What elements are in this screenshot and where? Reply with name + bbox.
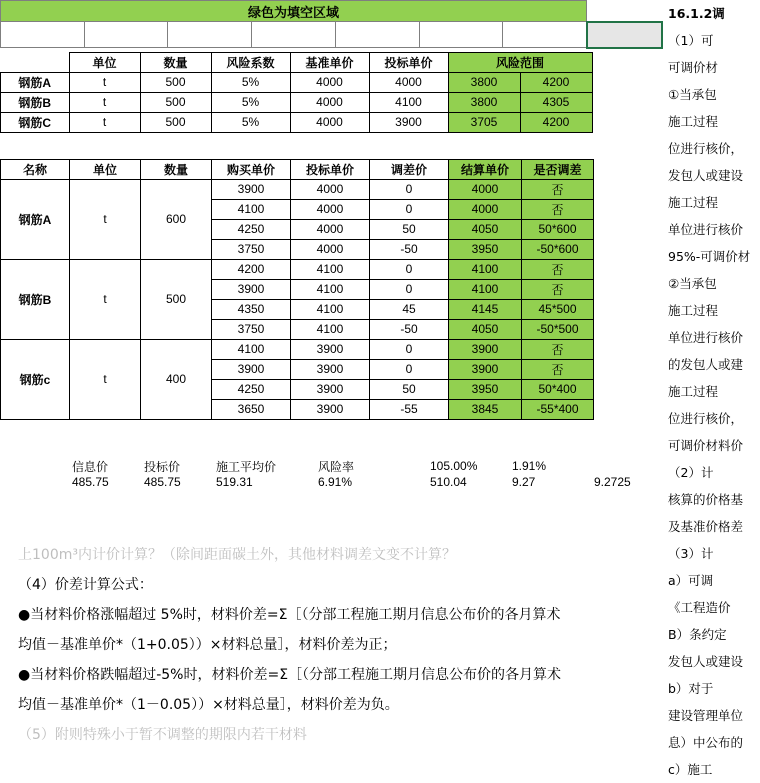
t1-r2-qty: 500 bbox=[140, 112, 211, 132]
summary-l4: 105.00% bbox=[430, 459, 478, 473]
table-row bbox=[1, 259, 594, 279]
g0-r0-bid: 4000 bbox=[291, 179, 370, 199]
table2-h6: 结算单价 bbox=[449, 159, 522, 179]
g2-r3-buy: 3650 bbox=[212, 399, 291, 419]
g2-r1-bid: 3900 bbox=[291, 359, 370, 379]
right-line-19: 及基准价格差 bbox=[668, 519, 744, 534]
summary-l2: 施工平均价 bbox=[216, 459, 277, 474]
g2-r2-bid: 3900 bbox=[291, 379, 370, 399]
g2-r3-flag: -55*400 bbox=[522, 399, 594, 419]
g2-qty: 400 bbox=[141, 339, 212, 419]
summary-l1: 投标价 bbox=[144, 459, 181, 474]
table1-h3: 风险系数 bbox=[211, 52, 290, 72]
g0-r2-bid: 4000 bbox=[291, 219, 370, 239]
t1-r0-high: 4200 bbox=[520, 72, 592, 92]
t1-r2-risk: 5% bbox=[211, 112, 290, 132]
g2-r2-buy: 4250 bbox=[212, 379, 291, 399]
g2-r2-flag: 50*400 bbox=[522, 379, 594, 399]
doc-line-4: ●当材料价格跌幅超过-5%时，材料价差=Σ［（分部工程施工期月信息公布价的各月算术 bbox=[18, 667, 562, 683]
g1-r3-adj: -50 bbox=[370, 319, 449, 339]
summary-pad bbox=[0, 458, 70, 475]
t1-r1-name: 钢筋B bbox=[1, 92, 70, 112]
g1-r0-adj: 0 bbox=[370, 259, 449, 279]
g1-unit: t bbox=[70, 259, 141, 339]
g2-r3-adj: -55 bbox=[370, 399, 449, 419]
ghost-line-bottom: （5）附则特殊小于暂不调整的期限内若干材料 bbox=[18, 727, 307, 743]
right-line-26: 建设管理单位 bbox=[668, 708, 744, 723]
table1-h1: 单位 bbox=[69, 52, 140, 72]
banner-row bbox=[1, 1, 663, 22]
g0-r1-buy: 4100 bbox=[212, 199, 291, 219]
g2-r1-buy: 3900 bbox=[212, 359, 291, 379]
table1-h2: 数量 bbox=[140, 52, 211, 72]
g2-r2-settle: 3950 bbox=[449, 379, 522, 399]
g2-r0-settle: 3900 bbox=[449, 339, 522, 359]
selected-cell[interactable] bbox=[587, 22, 663, 48]
right-line-7: 施工过程 bbox=[668, 195, 719, 210]
g0-r2-adj: 50 bbox=[370, 219, 449, 239]
t1-r1-base: 4000 bbox=[290, 92, 369, 112]
banner-spacer bbox=[587, 1, 663, 22]
g0-r0-buy: 3900 bbox=[212, 179, 291, 199]
table-row bbox=[1, 339, 594, 359]
right-line-5: 位进行核价， bbox=[668, 141, 744, 156]
g1-r0-buy: 4200 bbox=[212, 259, 291, 279]
blank-cell-6[interactable] bbox=[419, 22, 503, 48]
g2-r3-settle: 3845 bbox=[449, 399, 522, 419]
summary-v5: 9.27 bbox=[512, 474, 536, 489]
right-line-21: a）可调 bbox=[668, 573, 714, 588]
right-line-22: 《工程造价 bbox=[668, 600, 731, 615]
blank-cell-3[interactable] bbox=[168, 22, 252, 48]
blank-cell-2[interactable] bbox=[84, 22, 168, 48]
table1-header-row bbox=[1, 52, 593, 72]
g2-r1-settle: 3900 bbox=[449, 359, 522, 379]
g2-r0-adj: 0 bbox=[370, 339, 449, 359]
g0-r1-adj: 0 bbox=[370, 199, 449, 219]
summary-l3: 风险率 bbox=[318, 459, 355, 474]
right-line-2: 可调价材 bbox=[668, 60, 719, 75]
table1-h0 bbox=[1, 52, 70, 72]
right-line-10: ②当承包 bbox=[668, 276, 717, 291]
ghost-line-top: 上100m³内计价计算？（除间距面碳土外，其他材料调差文变不计算？ bbox=[18, 547, 456, 563]
g0-r0-adj: 0 bbox=[370, 179, 449, 199]
g2-name: 钢筋c bbox=[1, 339, 70, 419]
t1-r0-base: 4000 bbox=[290, 72, 369, 92]
g1-r0-settle: 4100 bbox=[449, 259, 522, 279]
summary-vpad bbox=[0, 475, 70, 489]
summary-label-row bbox=[0, 458, 674, 475]
g0-r3-bid: 4000 bbox=[291, 239, 370, 259]
right-line-14: 施工过程 bbox=[668, 384, 719, 399]
t1-r0-bid: 4000 bbox=[369, 72, 448, 92]
table1-h4: 基准单价 bbox=[290, 52, 369, 72]
right-line-20: （3）计 bbox=[668, 546, 714, 561]
summary-v1: 485.75 bbox=[144, 474, 181, 489]
g0-r1-settle: 4000 bbox=[449, 199, 522, 219]
g1-r1-flag: 否 bbox=[522, 279, 594, 299]
g0-name: 钢筋A bbox=[1, 179, 70, 259]
g1-r2-buy: 4350 bbox=[212, 299, 291, 319]
blank-cell-7[interactable] bbox=[503, 22, 587, 48]
summary-table bbox=[0, 458, 674, 489]
g0-r1-bid: 4000 bbox=[291, 199, 370, 219]
summary-v0: 485.75 bbox=[72, 474, 109, 489]
right-line-11: 施工过程 bbox=[668, 303, 719, 318]
right-line-24: 发包人或建设 bbox=[668, 654, 744, 669]
g2-r1-adj: 0 bbox=[370, 359, 449, 379]
table-row bbox=[1, 72, 593, 92]
g2-unit: t bbox=[70, 339, 141, 419]
g1-r3-buy: 3750 bbox=[212, 319, 291, 339]
right-line-0: 16.1.2调 bbox=[668, 6, 725, 21]
summary-value-row bbox=[0, 475, 674, 489]
blank-cell-4[interactable] bbox=[252, 22, 336, 48]
summary-l0: 信息价 bbox=[72, 459, 109, 474]
t1-r2-name: 钢筋C bbox=[1, 112, 70, 132]
t1-r0-qty: 500 bbox=[140, 72, 211, 92]
summary-v3: 6.91% bbox=[318, 474, 353, 489]
g2-r2-adj: 50 bbox=[370, 379, 449, 399]
g0-r3-flag: -50*600 bbox=[522, 239, 594, 259]
table2-h5: 调差价 bbox=[370, 159, 449, 179]
document-text-right bbox=[668, 0, 760, 783]
table2-h7: 是否调差 bbox=[522, 159, 594, 179]
g1-r1-buy: 3900 bbox=[212, 279, 291, 299]
g1-r2-bid: 4100 bbox=[291, 299, 370, 319]
g2-r0-flag: 否 bbox=[522, 339, 594, 359]
g0-r1-flag: 否 bbox=[522, 199, 594, 219]
table2-h3: 购买单价 bbox=[212, 159, 291, 179]
table1-h6: 风险范围 bbox=[448, 52, 592, 72]
t1-r1-bid: 4100 bbox=[369, 92, 448, 112]
table2-h1: 单位 bbox=[70, 159, 141, 179]
g1-r3-flag: -50*500 bbox=[522, 319, 594, 339]
table-row bbox=[1, 179, 594, 199]
doc-line-1: （4）价差计算公式： bbox=[18, 577, 153, 593]
summary-v6: 9.2725 bbox=[594, 474, 631, 489]
right-line-27: 息）中公布的 bbox=[668, 735, 744, 750]
t1-r1-qty: 500 bbox=[140, 92, 211, 112]
right-line-25: b）对于 bbox=[668, 681, 714, 696]
right-line-4: 施工过程 bbox=[668, 114, 719, 129]
t1-r2-unit: t bbox=[69, 112, 140, 132]
g1-r2-flag: 45*500 bbox=[522, 299, 594, 319]
right-line-13: 的发包人或建 bbox=[668, 357, 744, 372]
right-line-23: B）条约定 bbox=[668, 627, 727, 642]
table2-header-row bbox=[1, 159, 594, 179]
blank-cell-5[interactable] bbox=[335, 22, 419, 48]
g1-qty: 500 bbox=[141, 259, 212, 339]
g0-r3-settle: 3950 bbox=[449, 239, 522, 259]
t1-r0-unit: t bbox=[69, 72, 140, 92]
right-line-18: 核算的价格基 bbox=[668, 492, 744, 507]
summary-v2: 519.31 bbox=[216, 474, 253, 489]
g0-r0-flag: 否 bbox=[522, 179, 594, 199]
t1-r0-low: 3800 bbox=[448, 72, 520, 92]
g2-r0-bid: 3900 bbox=[291, 339, 370, 359]
g0-r2-settle: 4050 bbox=[449, 219, 522, 239]
right-line-15: 位进行核价， bbox=[668, 411, 744, 426]
table2-h0: 名称 bbox=[1, 159, 70, 179]
g1-name: 钢筋B bbox=[1, 259, 70, 339]
right-line-8: 单位进行核价 bbox=[668, 222, 744, 237]
table2-h2: 数量 bbox=[141, 159, 212, 179]
t1-r1-high: 4305 bbox=[520, 92, 592, 112]
table-row bbox=[1, 112, 593, 132]
g2-r0-buy: 4100 bbox=[212, 339, 291, 359]
g0-r2-flag: 50*600 bbox=[522, 219, 594, 239]
g1-r3-bid: 4100 bbox=[291, 319, 370, 339]
g1-r0-bid: 4100 bbox=[291, 259, 370, 279]
g1-r1-settle: 4100 bbox=[449, 279, 522, 299]
table2-h4: 投标单价 bbox=[291, 159, 370, 179]
g2-r1-flag: 否 bbox=[522, 359, 594, 379]
g0-r3-adj: -50 bbox=[370, 239, 449, 259]
document-text-bottom bbox=[18, 540, 666, 750]
right-line-28: c）施工 bbox=[668, 762, 713, 777]
table1-h5: 投标单价 bbox=[369, 52, 448, 72]
t1-r0-name: 钢筋A bbox=[1, 72, 70, 92]
right-line-17: （2）计 bbox=[668, 465, 714, 480]
doc-line-3: 均值－基准单价*（1+0.05））×材料总量］，材料价差为正； bbox=[18, 637, 397, 653]
g1-r1-adj: 0 bbox=[370, 279, 449, 299]
right-line-9: 95%-可调价材 bbox=[668, 249, 751, 264]
g0-unit: t bbox=[70, 179, 141, 259]
t1-r0-risk: 5% bbox=[211, 72, 290, 92]
risk-range-table bbox=[0, 52, 593, 133]
banner-table bbox=[0, 0, 663, 49]
input-blank-row[interactable] bbox=[1, 22, 663, 48]
summary-l6 bbox=[592, 458, 674, 475]
doc-line-5: 均值－基准单价*（1－0.05））×材料总量］，材料价差为负。 bbox=[18, 697, 399, 713]
g0-r2-buy: 4250 bbox=[212, 219, 291, 239]
g0-r0-settle: 4000 bbox=[449, 179, 522, 199]
settlement-table bbox=[0, 159, 594, 420]
right-line-1: （1）可 bbox=[668, 33, 714, 48]
g1-r0-flag: 否 bbox=[522, 259, 594, 279]
summary-l5: 1.91% bbox=[512, 459, 547, 473]
t1-r2-base: 4000 bbox=[290, 112, 369, 132]
g1-r2-settle: 4145 bbox=[449, 299, 522, 319]
right-line-6: 发包人或建设 bbox=[668, 168, 744, 183]
right-line-3: ①当承包 bbox=[668, 87, 717, 102]
t1-r1-unit: t bbox=[69, 92, 140, 112]
banner-cell: 绿色为填空区域 bbox=[1, 1, 587, 22]
g1-r3-settle: 4050 bbox=[449, 319, 522, 339]
right-line-12: 单位进行核价 bbox=[668, 330, 744, 345]
table-row bbox=[1, 92, 593, 112]
t1-r1-low: 3800 bbox=[448, 92, 520, 112]
right-line-16: 可调价材料价 bbox=[668, 438, 744, 453]
t1-r1-risk: 5% bbox=[211, 92, 290, 112]
g1-r1-bid: 4100 bbox=[291, 279, 370, 299]
t1-r2-low: 3705 bbox=[448, 112, 520, 132]
doc-line-2: ●当材料价格涨幅超过 5%时，材料价差=Σ［（分部工程施工期月信息公布价的各月算术 bbox=[18, 607, 561, 623]
summary-v4: 510.04 bbox=[430, 474, 467, 489]
t1-r2-high: 4200 bbox=[520, 112, 592, 132]
t1-r2-bid: 3900 bbox=[369, 112, 448, 132]
g0-qty: 600 bbox=[141, 179, 212, 259]
g2-r3-bid: 3900 bbox=[291, 399, 370, 419]
g1-r2-adj: 45 bbox=[370, 299, 449, 319]
blank-cell-1[interactable] bbox=[1, 22, 85, 48]
g0-r3-buy: 3750 bbox=[212, 239, 291, 259]
